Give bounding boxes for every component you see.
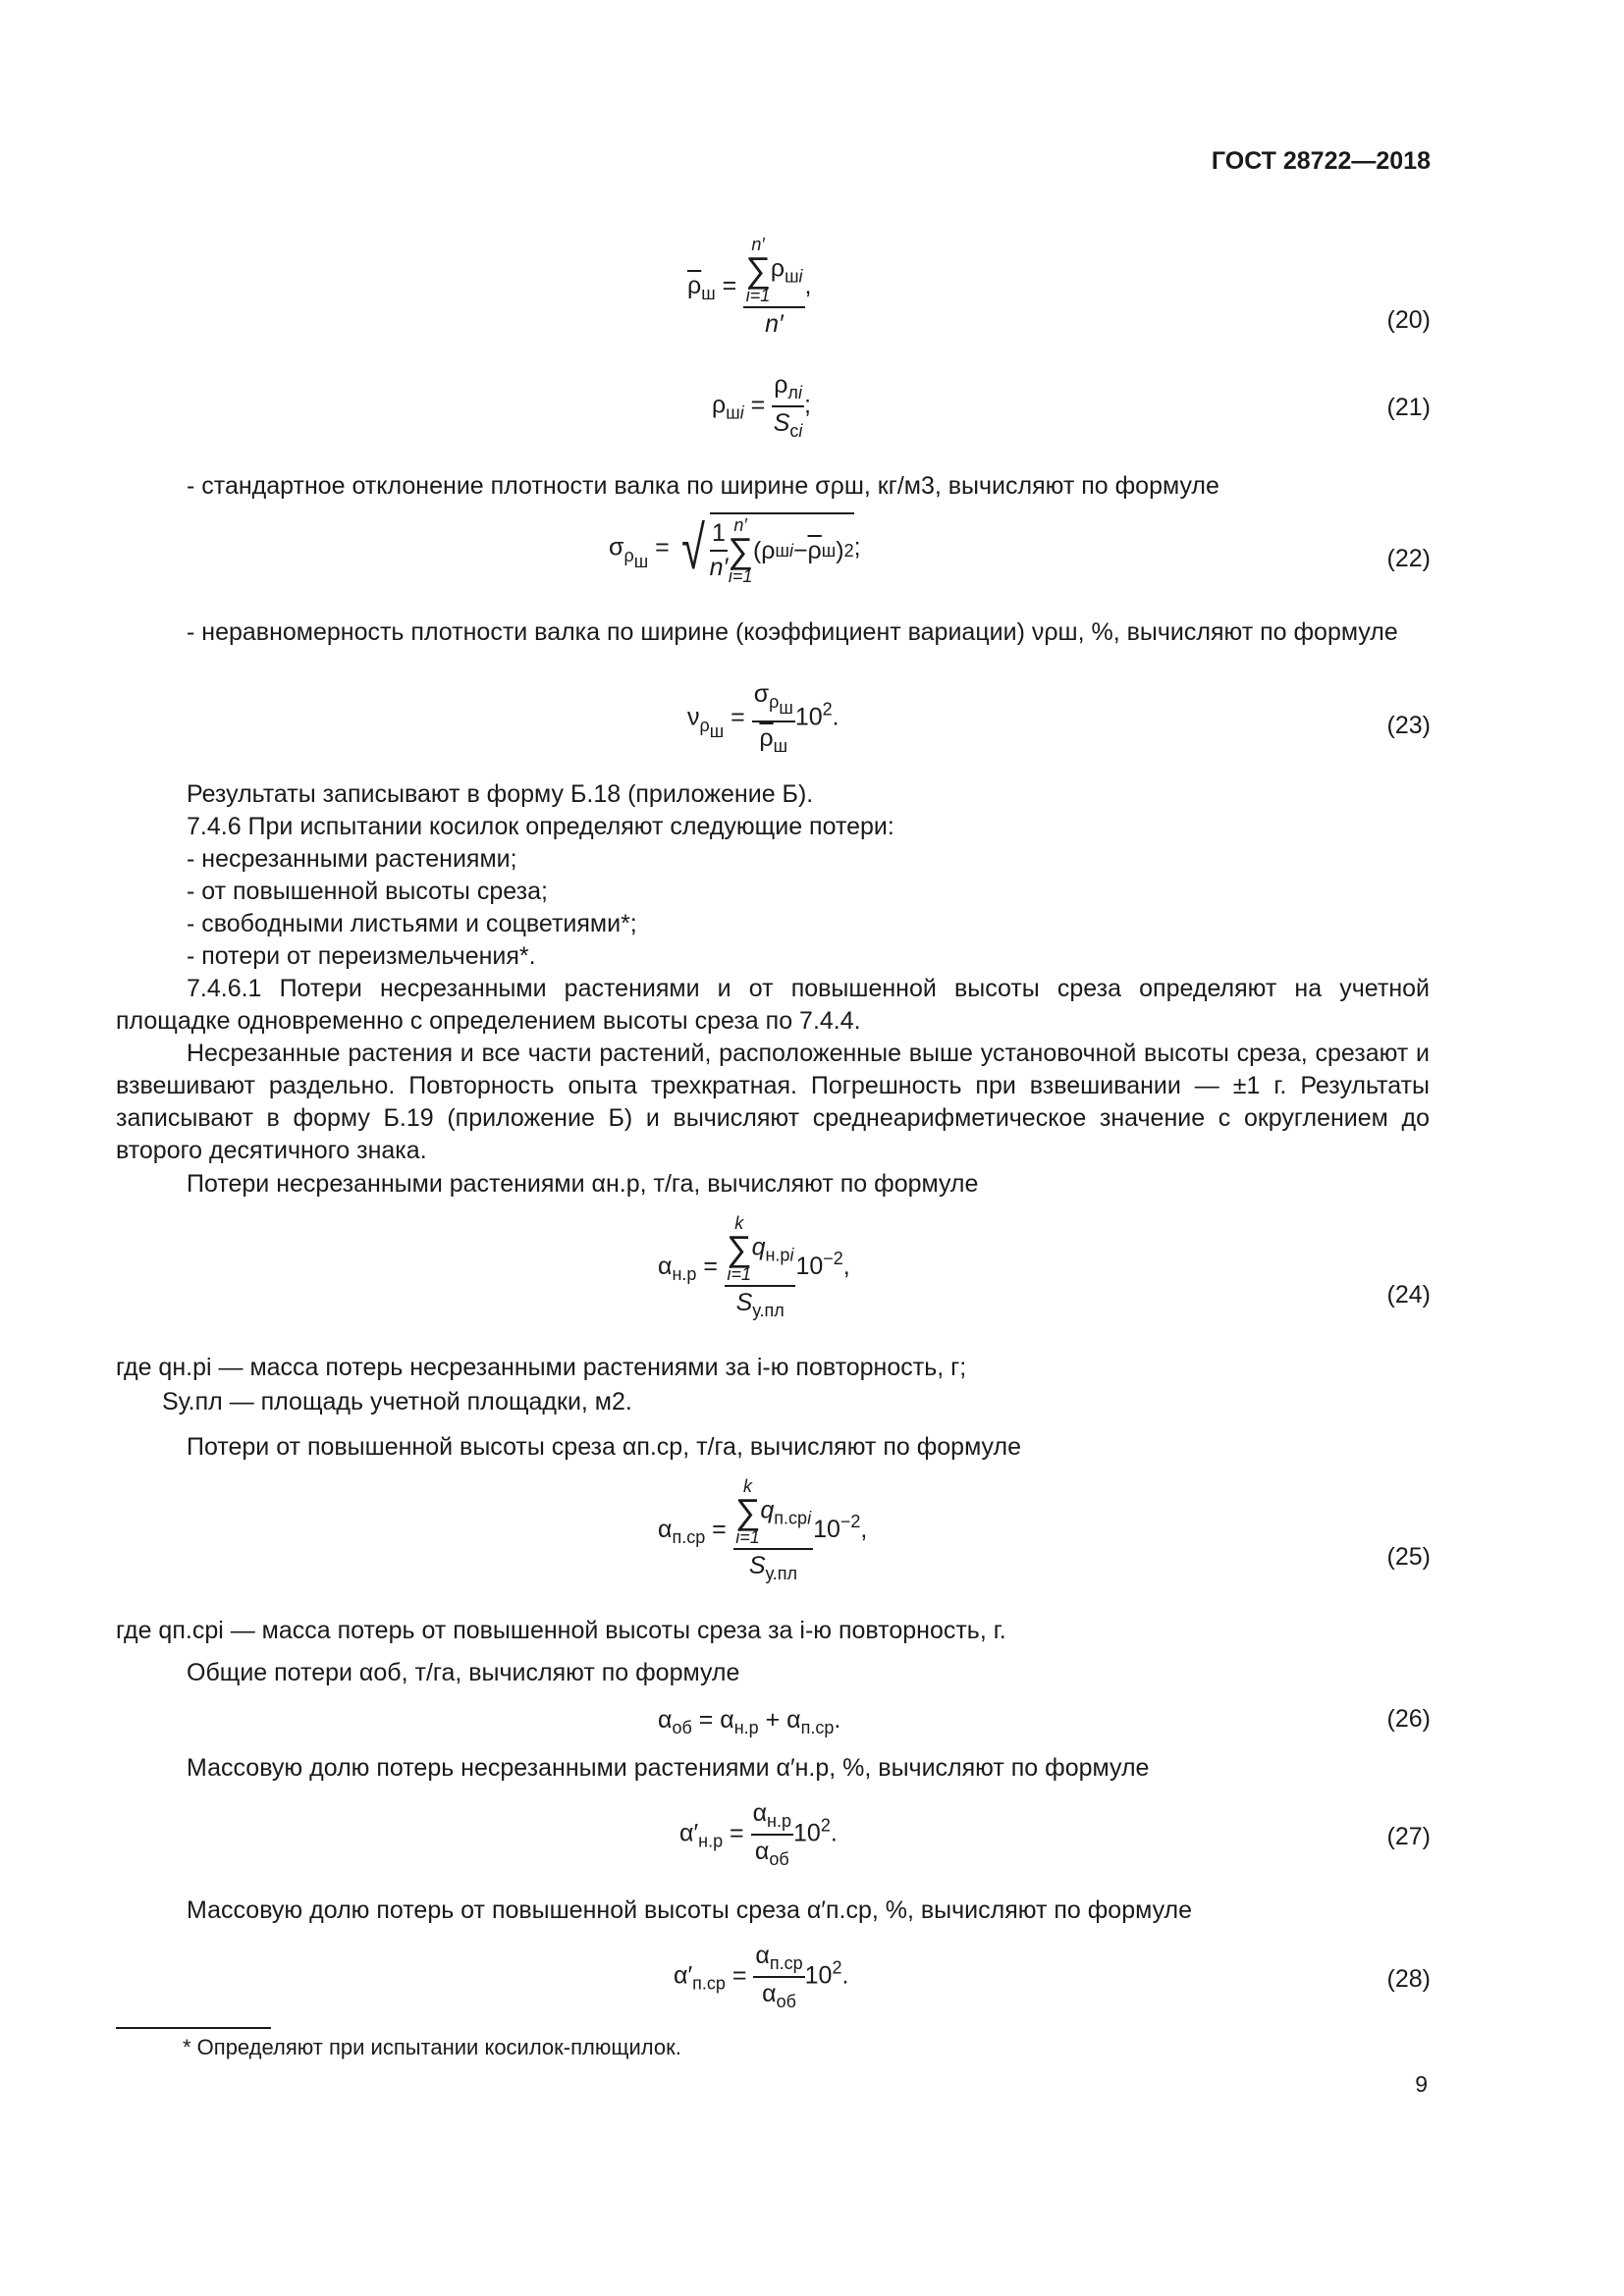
paragraph: - стандартное отклонение плотности валка по ширине σρш, кг/м3, вычисляют по формуле: [187, 472, 1219, 500]
formula-28: $\alpha'_{п.ср}$ = $\frac{\alpha_{п.ср}}{\alpha_{об}}$ $10^2$.: [674, 1942, 849, 2011]
paragraph: Массовую долю потерь от повышенной высоты среза α′п.ср, %, вычисляют по формуле: [187, 1896, 1193, 1924]
footnote-separator: [116, 2027, 271, 2029]
paragraph: - неравномерность плотности валка по ширине (коэффициент вариации) νρш, %, вычисляют по формуле: [187, 618, 1398, 646]
paragraph: Общие потери αоб, т/га, вычисляют по формуле: [187, 1659, 740, 1686]
formula-25: $\alpha_{п.ср}$ = k ∑ i=1 $q_{п.срi}$ $S_{у.пл}$ $10^{-2}$,: [658, 1476, 868, 1583]
formula-24: $\alpha_{н.р}$ = k ∑ i=1 $q_{н.рi}$ $S_{у.пл}$ $10^{-2}$,: [658, 1213, 850, 1320]
paragraph: Потери от повышенной высоты среза αп.ср, т/га, вычисляют по формуле: [187, 1433, 1021, 1461]
document-header: ГОСТ 28722—2018: [1211, 147, 1431, 175]
equation-number-27: (27): [1386, 1823, 1431, 1850]
formula-21: $\rho_{шi}$ = $\frac{\rho_{лi}}{S_{сi}}$ ;: [712, 371, 811, 441]
paragraph: где qп.срi — масса потерь от повышенной высоты среза за i-ю повторность, г.: [116, 1617, 1006, 1644]
formula-27: $\alpha'_{н.р}$ = $\frac{\alpha_{н.р}}{\alpha_{об}}$ $10^2$.: [679, 1799, 838, 1869]
paragraph: 7.4.6.1 Потери несрезанными растениями и от повышенной высоты среза определяют на учетной площадке одновременно с определением высоты среза по 7.4.4.: [116, 975, 1430, 1035]
formula-23: $\nu_{\rho_ш}$ = $\frac{\sigma_{\rho_ш}}{\overline{\rho}_ш}$ $10^2$.: [687, 680, 839, 756]
paragraph: 7.4.6 При испытании косилок определяют следующие потери:: [187, 813, 894, 840]
list-item: - от повышенной высоты среза;: [187, 878, 548, 905]
formula-26: $\alpha_{об} = \alpha_{н.р} + \alpha_{п.ср}$.: [658, 1706, 841, 1737]
paragraph: Результаты записывают в форму Б.18 (приложение Б).: [187, 780, 814, 808]
paragraph: Массовую долю потерь несрезанными растениями α′н.р, %, вычисляют по формуле: [187, 1754, 1150, 1782]
formula-20: $\overline{\rho}_ш$ = n′ ∑ i=1 $\rho_{шi}$ n′ ,: [687, 235, 812, 338]
equation-number-25: (25): [1386, 1543, 1431, 1571]
equation-number-28: (28): [1386, 1965, 1431, 1993]
list-item: - несрезанными растениями;: [187, 845, 517, 873]
equation-number-26: (26): [1386, 1705, 1431, 1733]
paragraph: Несрезанные растения и все части растений, расположенные выше установочной высоты среза, срезают и взвешивают раздельно. Повторность опыта трехкратная. Погрешность при взвешивании — ±1 г. Результаты записывают в форму Б.19 (приложение Б) и вычисляют среднеарифметическое значение с округлением до второго десятичного знака.: [116, 1040, 1430, 1164]
page-number: 9: [1415, 2071, 1428, 2097]
paragraph: Потери несрезанными растениями αн.р, т/га, вычисляют по формуле: [187, 1170, 979, 1198]
footnote: * Определяют при испытании косилок-плющилок.: [183, 2035, 681, 2059]
list-item: - свободными листьями и соцветиями*;: [187, 910, 637, 937]
equation-number-20: (20): [1386, 306, 1431, 334]
equation-number-22: (22): [1386, 545, 1431, 572]
formula-22: $\sigma_{\rho_ш}$ = √ $\frac{1}{n'}$ n′ ∑ i=1 (ρ шi − $\overline{\rho}$ ш ) 2 ;: [609, 514, 861, 586]
list-item: - потери от переизмельчения*.: [187, 942, 536, 970]
equation-number-21: (21): [1386, 394, 1431, 421]
paragraph: Sу.пл — площадь учетной площадки, м2.: [162, 1388, 632, 1415]
equation-number-23: (23): [1386, 712, 1431, 739]
paragraph: где qн.рi — масса потерь несрезанными растениями за i-ю повторность, г;: [116, 1354, 967, 1381]
equation-number-24: (24): [1386, 1281, 1431, 1308]
